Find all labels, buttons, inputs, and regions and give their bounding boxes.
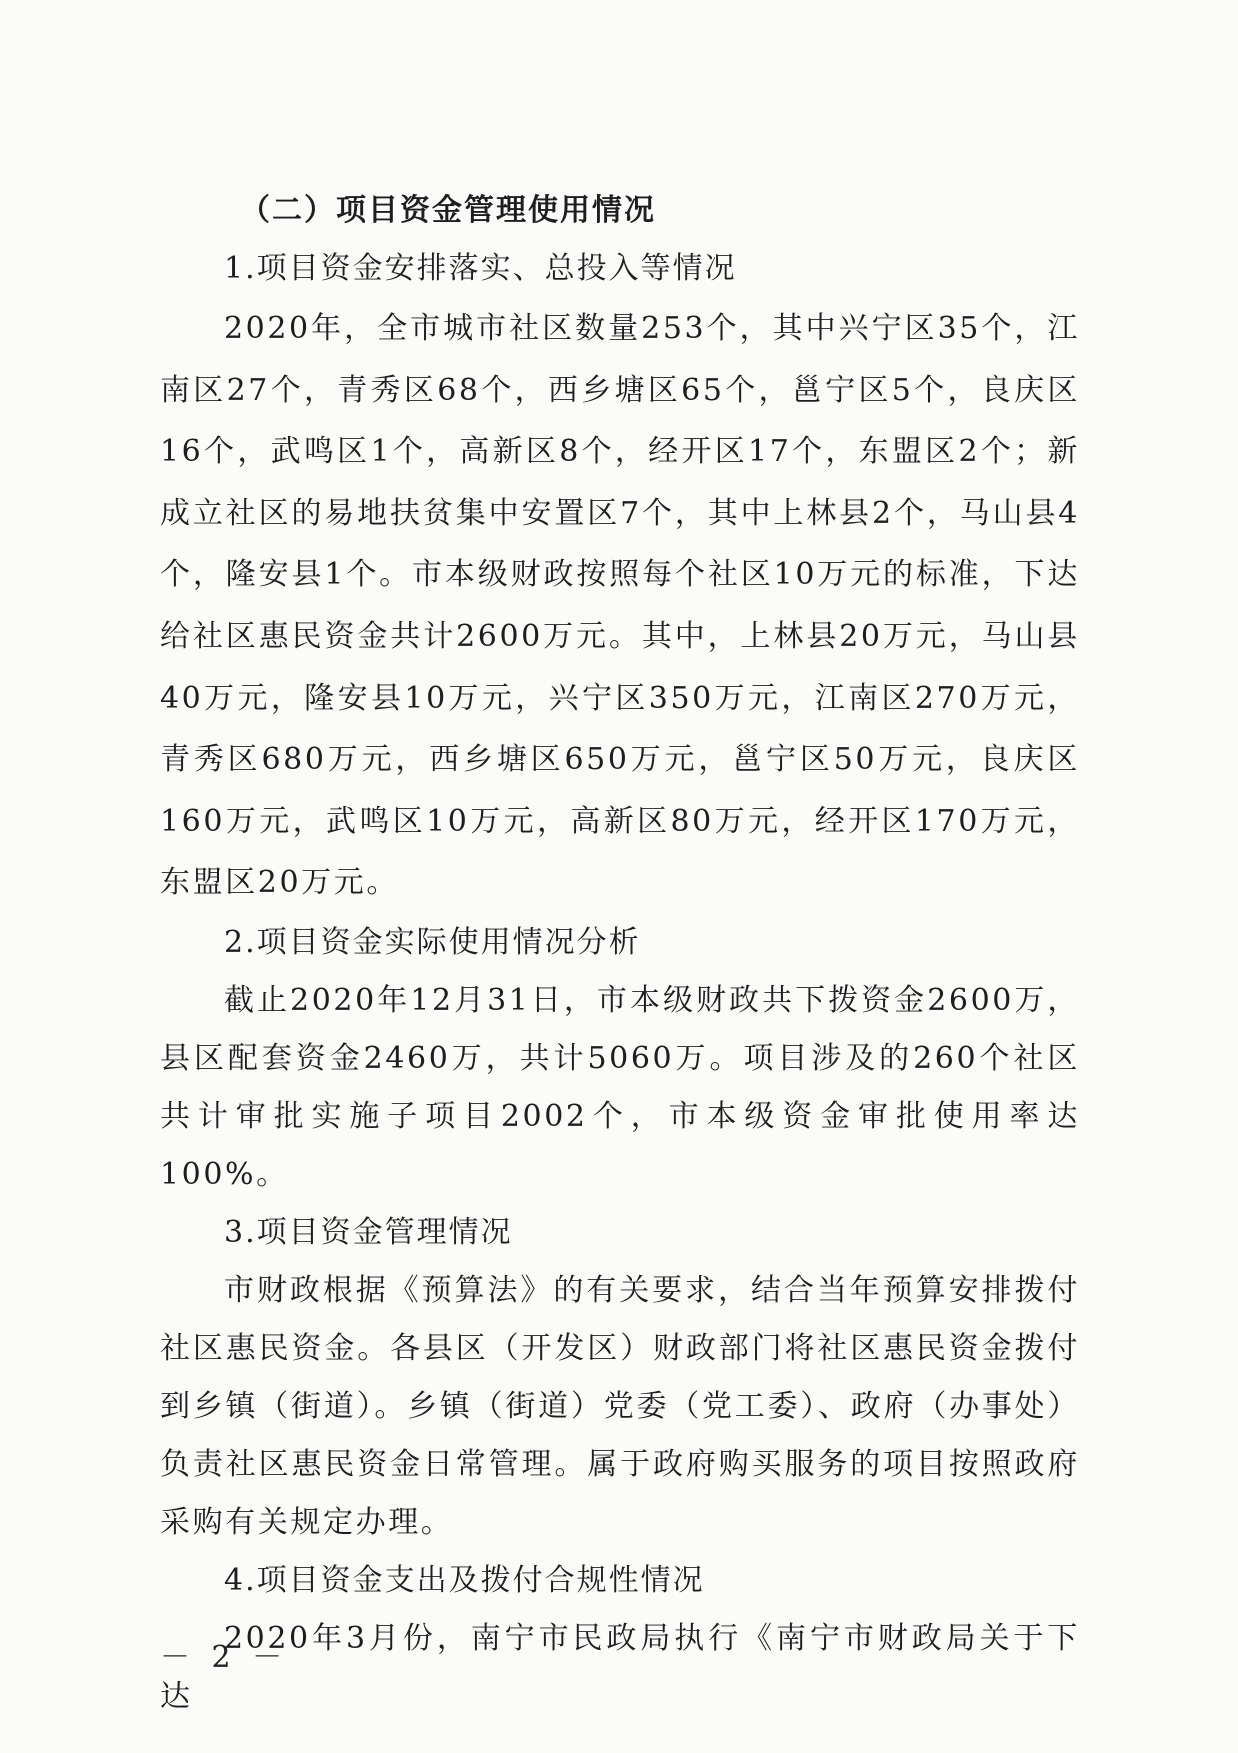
paragraph-compliance: 2020年3月份，南宁市民政局执行《南宁市财政局关于下达 (160, 1620, 1080, 1714)
subsection-title-2: 2.项目资金实际使用情况分析 (224, 924, 641, 960)
document-body (160, 182, 1080, 1726)
paragraph-funding-allocation: 2020年，全市城市社区数量253个，其中兴宁区35个，江南区27个，青秀区68个，西乡塘区65个，邕宁区5个，良庆区16个，武鸣区1个，高新区8个，经开区17个，东盟区2个；新成立社区的易地扶贫集中安置区7个，其中上林县2个，马山县4个，隆安县1个。市本级财政按照每个社区10万元的标准，下达给社区惠民资金共计2600万元。其中，上林县20万元，马山县40万元，隆安县10万元，兴宁区350万元，江南区270万元，青秀区680万元，西乡塘区650万元，邕宁区50万元，良庆区160万元，武鸣区10万元，高新区80万元，经开区170万元，东盟区20万元。 (160, 311, 1080, 901)
section-heading: （二）项目资金管理使用情况 (240, 193, 656, 228)
page-number: － 2 － (160, 1640, 289, 1675)
subsection-title-4: 4.项目资金支出及拨付合规性情况 (224, 1562, 705, 1598)
paragraph-funding-management: 市财政根据《预算法》的有关要求，结合当年预算安排拨付社区惠民资金。各县区（开发区）财政部门将社区惠民资金拨付到乡镇（街道）。乡镇（街道）党委（党工委）、政府（办事处）负责社区惠民资金日常管理。属于政府购买服务的项目按照政府采购有关规定办理。 (160, 1272, 1080, 1540)
paragraph-funding-usage: 截止2020年12月31日，市本级财政共下拨资金2600万，县区配套资金2460万，共计5060万。项目涉及的260个社区共计审批实施子项目2002个，市本级资金审批使用率达100%。 (160, 982, 1080, 1192)
subsection-title-3: 3.项目资金管理情况 (224, 1214, 513, 1250)
subsection-title-1: 1.项目资金安排落实、总投入等情况 (224, 251, 737, 286)
